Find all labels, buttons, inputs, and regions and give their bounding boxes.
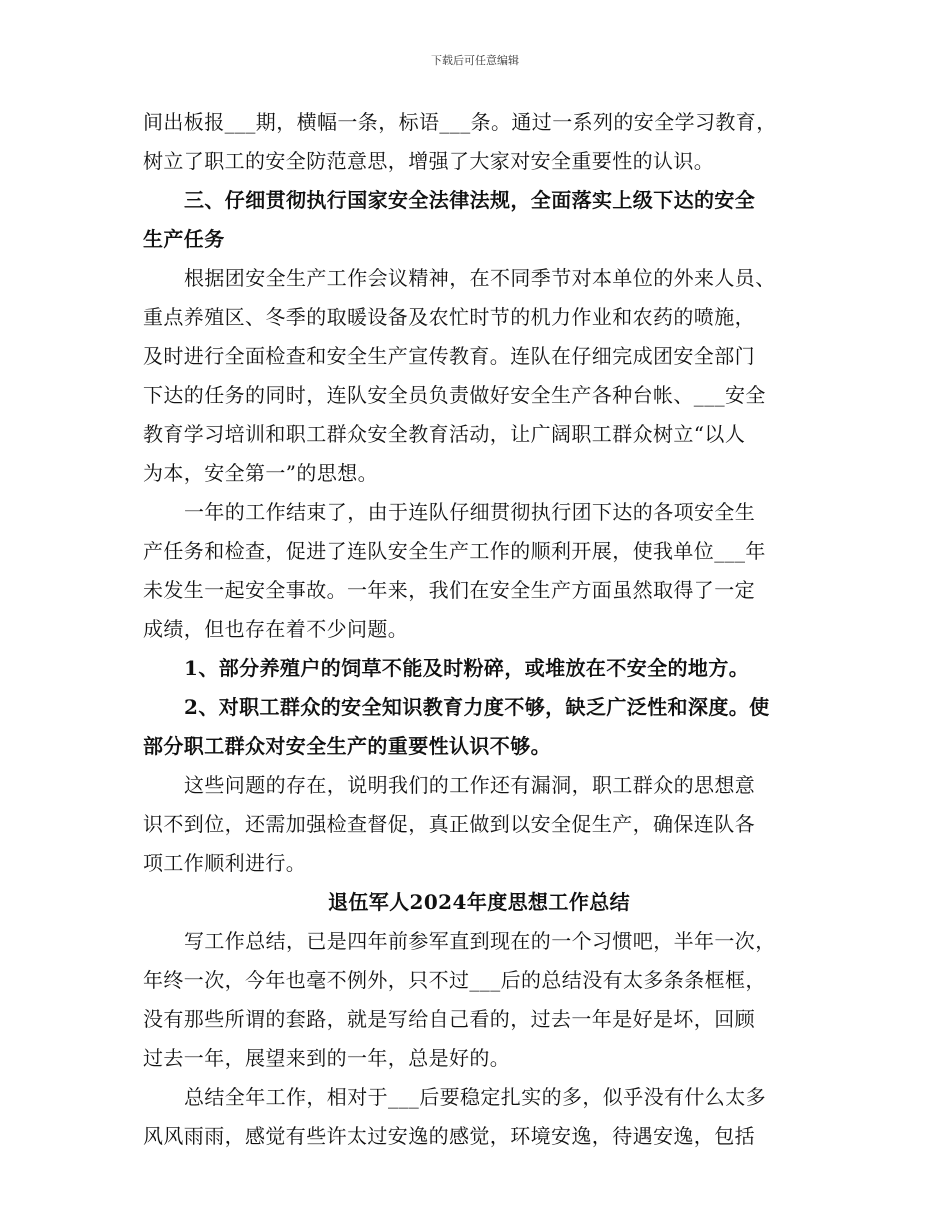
text-line: 识不到位，还需加强检查督促，真正做到以安全促生产，确保连队各	[143, 812, 755, 836]
text-line: 一年的工作结束了，由于连队仔细贯彻执行团下达的各项安全生	[184, 500, 756, 524]
text-line: 间出板报___期，横幅一条，标语___条。通过一系列的安全学习教育，	[143, 110, 777, 134]
text-line: 1、部分养殖户的饲草不能及时粉碎，或堆放在不安全的地方。	[184, 656, 750, 680]
page-header: 下载后可任意编辑	[431, 54, 519, 67]
text-line: 重点养殖区、冬季的取暖设备及农忙时节的机力作业和农药的喷施，	[143, 305, 755, 329]
text-line: 树立了职工的安全防范意思，增强了大家对安全重要性的认识。	[143, 149, 715, 173]
text-line: 为本，安全第一”的思想。	[143, 461, 379, 485]
text-line: 这些问题的存在，说明我们的工作还有漏洞，职工群众的思想意	[184, 773, 756, 797]
text-line: 写工作总结，已是四年前参军直到现在的一个习惯吧，半年一次，	[184, 929, 776, 953]
text-line: 下达的任务的同时，连队安全员负责做好安全生产各种台帐、___安全	[143, 383, 766, 407]
text-line: 三、仔细贯彻执行国家安全法律法规，全面落实上级下达的安全	[184, 188, 756, 212]
text-line: 过去一年，展望来到的一年，总是好的。	[143, 1046, 511, 1070]
text-line: 没有那些所谓的套路，就是写给自己看的，过去一年是好是坏，回顾	[143, 1007, 755, 1031]
text-line: 产任务和检查，促进了连队安全生产工作的顺利开展，使我单位___年	[143, 539, 766, 563]
text-line: 及时进行全面检查和安全生产宣传教育。连队在仔细完成团安全部门	[143, 344, 755, 368]
text-line: 年终一次，今年也毫不例外，只不过___后的总结没有太多条条框框，	[143, 968, 766, 992]
text-line: 总结全年工作，相对于___后要稳定扎实的多，似乎没有什么太多	[184, 1085, 766, 1109]
text-line: 生产任务	[143, 227, 225, 251]
text-line: 风风雨雨，感觉有些许太过安逸的感觉，环境安逸，待遇安逸，包括	[143, 1124, 755, 1148]
document-body	[143, 112, 815, 1165]
text-line: 根据团安全生产工作会议精神，在不同季节对本单位的外来人员、	[184, 266, 776, 290]
text-line: 项工作顺利进行。	[143, 851, 307, 875]
text-line: 未发生一起安全事故。一年来，我们在安全生产方面虽然取得了一定	[143, 578, 755, 602]
text-line: 部分职工群众对安全生产的重要性认识不够。	[143, 734, 551, 758]
text-line: 教育学习培训和职工群众安全教育活动，让广阔职工群众树立“以人	[143, 422, 746, 446]
text-line: 2、对职工群众的安全知识教育力度不够，缺乏广泛性和深度。使	[184, 695, 770, 719]
text-line: 成绩，但也存在着不少问题。	[143, 617, 409, 641]
section-title: 退伍军人2024年度思想工作总结	[327, 890, 631, 914]
